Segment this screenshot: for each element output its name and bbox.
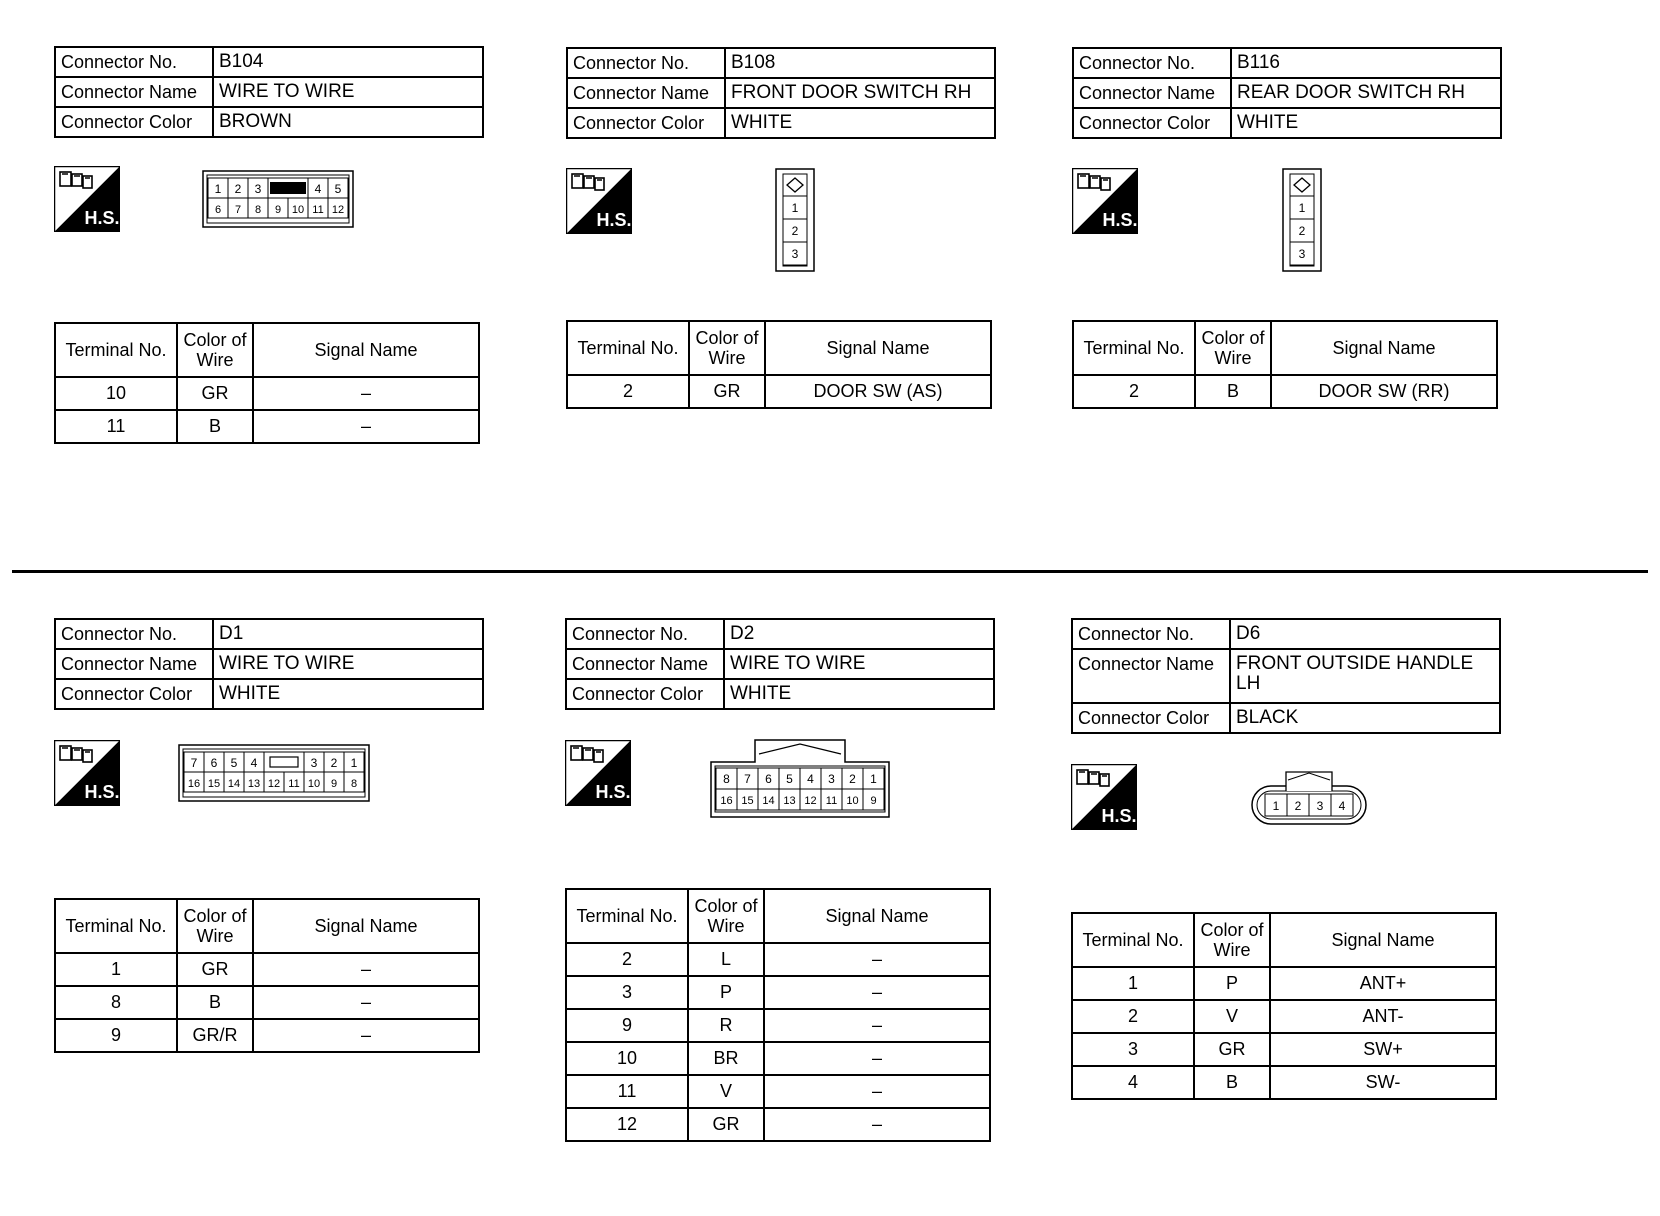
wire-color: L [688, 943, 764, 976]
table-row [566, 1009, 990, 1042]
harness-side-badge [54, 740, 120, 806]
header-signal-name: Signal Name [253, 899, 479, 953]
pin-label: 4 [314, 182, 322, 196]
svg-text:H.S.: H.S. [84, 208, 120, 228]
signal-name: ANT- [1270, 1000, 1496, 1033]
connector-no: B108 [725, 48, 995, 78]
terminal-table [54, 898, 480, 1053]
pin-label: 3 [310, 756, 318, 770]
terminal-table [54, 322, 480, 444]
connector-no: D6 [1230, 619, 1500, 649]
header-color-of-wire: Color of Wire [1194, 913, 1270, 967]
connector-name: WIRE TO WIRE [213, 77, 483, 107]
harness-side-badge [1072, 168, 1138, 234]
table-row [55, 953, 479, 986]
pin-label: 15 [741, 795, 754, 807]
connector-info-table [565, 618, 995, 710]
connector-info-table [54, 46, 484, 138]
signal-name: ANT+ [1270, 967, 1496, 1000]
header-terminal-no: Terminal No. [567, 321, 689, 375]
info-label: Connector No. [55, 47, 213, 77]
pin-label: 10 [846, 795, 859, 807]
header-signal-name: Signal Name [253, 323, 479, 377]
connector-info-table [54, 618, 484, 710]
svg-text:H.S.: H.S. [1102, 210, 1138, 230]
pin-label: 6 [765, 772, 772, 786]
info-row [567, 48, 995, 78]
pin-label: 11 [312, 204, 324, 216]
info-label: Connector Name [1073, 78, 1231, 108]
terminal-no: 2 [1072, 1000, 1194, 1033]
pin-label: 7 [744, 772, 751, 786]
connector-info-table [1071, 618, 1501, 734]
wire-color: GR [177, 953, 253, 986]
pin-label: 13 [247, 778, 261, 790]
terminal-table-header [1073, 321, 1497, 375]
info-label: Connector Color [1072, 703, 1230, 733]
svg-text:H.S.: H.S. [595, 782, 631, 802]
info-label: Connector No. [567, 48, 725, 78]
info-label: Connector Name [55, 649, 213, 679]
pin-label: 2 [1294, 799, 1302, 813]
harness-side-badge [1071, 764, 1137, 830]
harness-side-badge [566, 168, 632, 234]
table-row [566, 1075, 990, 1108]
header-terminal-no: Terminal No. [1072, 913, 1194, 967]
terminal-table [1072, 320, 1498, 409]
info-label: Connector Color [55, 107, 213, 137]
info-row [1073, 48, 1501, 78]
info-row [55, 107, 483, 137]
wire-color: GR/R [177, 1019, 253, 1052]
connector-pin-diagram [1282, 168, 1322, 272]
terminal-no: 11 [55, 410, 177, 443]
info-row [55, 649, 483, 679]
header-signal-name: Signal Name [765, 321, 991, 375]
terminal-no: 3 [1072, 1033, 1194, 1066]
pin-label: 4 [807, 772, 814, 786]
pin-label: 12 [267, 778, 281, 790]
header-color-of-wire: Color of Wire [177, 323, 253, 377]
wire-color: GR [688, 1108, 764, 1141]
connector-color: BLACK [1230, 703, 1500, 733]
pin-label: 5 [230, 756, 238, 770]
pin-label: 11 [825, 795, 838, 807]
info-label: Connector Color [1073, 108, 1231, 138]
connector-face [775, 168, 815, 277]
pin-label: 2 [1298, 224, 1306, 238]
connector-pin-diagram [775, 168, 815, 272]
terminal-no: 8 [55, 986, 177, 1019]
connector-pin-diagram [202, 170, 354, 228]
info-row [1072, 619, 1500, 649]
pin-label: 2 [234, 182, 242, 196]
connector-face [1282, 168, 1322, 277]
table-row [1072, 1033, 1496, 1066]
pin-label: 10 [307, 778, 321, 790]
pin-label: 3 [1316, 799, 1324, 813]
info-label: Connector No. [566, 619, 724, 649]
wire-color: P [1194, 967, 1270, 1000]
terminal-table-header [567, 321, 991, 375]
wire-color: V [1194, 1000, 1270, 1033]
header-color-of-wire: Color of Wire [177, 899, 253, 953]
pin-label: 15 [207, 778, 221, 790]
info-row [1073, 108, 1501, 138]
info-row [55, 47, 483, 77]
info-label: Connector No. [1073, 48, 1231, 78]
pin-label: 3 [828, 772, 835, 786]
table-row [1072, 1000, 1496, 1033]
info-row [1073, 78, 1501, 108]
wire-color: GR [1194, 1033, 1270, 1066]
connector-pin-diagram [178, 744, 370, 802]
info-label: Connector Name [567, 78, 725, 108]
harness-side-badge [565, 740, 631, 806]
info-row [1072, 649, 1500, 703]
table-row [1072, 967, 1496, 1000]
terminal-no: 4 [1072, 1066, 1194, 1099]
signal-name: – [253, 953, 479, 986]
signal-name: – [253, 377, 479, 410]
svg-text:H.S.: H.S. [1101, 806, 1137, 826]
pin-label: 9 [274, 204, 282, 216]
header-signal-name: Signal Name [1271, 321, 1497, 375]
pin-label: 1 [791, 201, 799, 215]
pin-label: 8 [350, 778, 358, 790]
signal-name: – [764, 1075, 990, 1108]
terminal-no: 1 [1072, 967, 1194, 1000]
pin-label: 6 [210, 756, 218, 770]
signal-name: – [253, 1019, 479, 1052]
hs-badge [566, 168, 632, 234]
table-row [1072, 1066, 1496, 1099]
info-label: Connector Color [55, 679, 213, 709]
connector-no: D1 [213, 619, 483, 649]
svg-text:H.S.: H.S. [596, 210, 632, 230]
connector-info-table [566, 47, 996, 139]
table-row [55, 410, 479, 443]
pin-label: 8 [723, 772, 730, 786]
connector-name: FRONT OUTSIDE HANDLE LH [1230, 649, 1500, 703]
info-row [567, 108, 995, 138]
connector-no: B104 [213, 47, 483, 77]
pin-label: 3 [791, 247, 799, 261]
terminal-no: 2 [566, 943, 688, 976]
info-row [567, 78, 995, 108]
connector-color: WHITE [1231, 108, 1501, 138]
table-row [567, 375, 991, 408]
connector-face [1250, 768, 1368, 833]
info-label: Connector No. [55, 619, 213, 649]
connector-color: WHITE [724, 679, 994, 709]
terminal-table-header [1072, 913, 1496, 967]
connector-face [202, 170, 354, 233]
wire-color: GR [177, 377, 253, 410]
info-row [1072, 703, 1500, 733]
signal-name: SW- [1270, 1066, 1496, 1099]
info-label: Connector Color [567, 108, 725, 138]
terminal-table-header [55, 323, 479, 377]
header-terminal-no: Terminal No. [55, 323, 177, 377]
connector-pin-diagram [710, 738, 890, 818]
section-divider [12, 570, 1648, 573]
pin-label: 2 [330, 756, 338, 770]
wire-color: B [1194, 1066, 1270, 1099]
hs-badge [565, 740, 631, 806]
terminal-no: 9 [55, 1019, 177, 1052]
connector-name: FRONT DOOR SWITCH RH [725, 78, 995, 108]
hs-badge [54, 740, 120, 806]
pin-label: 9 [870, 795, 877, 807]
pin-label: 9 [330, 778, 338, 790]
header-terminal-no: Terminal No. [1073, 321, 1195, 375]
wire-color: R [688, 1009, 764, 1042]
signal-name: – [764, 1042, 990, 1075]
table-row [566, 943, 990, 976]
terminal-table-header [55, 899, 479, 953]
signal-name: – [253, 410, 479, 443]
terminal-no: 12 [566, 1108, 688, 1141]
pin-label: 12 [804, 795, 817, 807]
pin-label: 5 [786, 772, 793, 786]
signal-name: SW+ [1270, 1033, 1496, 1066]
signal-name: – [764, 1108, 990, 1141]
pin-label: 14 [227, 778, 241, 790]
connector-no: D2 [724, 619, 994, 649]
terminal-no: 11 [566, 1075, 688, 1108]
pin-label: 3 [254, 182, 262, 196]
harness-side-badge [54, 166, 120, 232]
connector-color: WHITE [725, 108, 995, 138]
connector-name: WIRE TO WIRE [724, 649, 994, 679]
connector-color: BROWN [213, 107, 483, 137]
header-signal-name: Signal Name [1270, 913, 1496, 967]
pin-label: 6 [214, 204, 222, 216]
signal-name: – [764, 1009, 990, 1042]
pin-label: 1 [870, 772, 877, 786]
info-label: Connector Name [55, 77, 213, 107]
connector-info-table [1072, 47, 1502, 139]
wire-color: B [1195, 375, 1271, 408]
table-row [55, 1019, 479, 1052]
hs-badge [1072, 168, 1138, 234]
terminal-table [1071, 912, 1497, 1100]
header-color-of-wire: Color of Wire [689, 321, 765, 375]
signal-name: – [764, 976, 990, 1009]
info-label: Connector No. [1072, 619, 1230, 649]
wire-color: B [177, 410, 253, 443]
pin-label: 14 [762, 795, 775, 807]
pin-label: 7 [190, 756, 198, 770]
table-row [55, 377, 479, 410]
info-label: Connector Color [566, 679, 724, 709]
pin-label: 16 [720, 795, 733, 807]
pin-label: 7 [234, 204, 242, 216]
connector-name: REAR DOOR SWITCH RH [1231, 78, 1501, 108]
table-row [566, 976, 990, 1009]
header-color-of-wire: Color of Wire [688, 889, 764, 943]
connector-pin-diagram [1250, 768, 1368, 828]
pin-label: 1 [1298, 201, 1306, 215]
info-row [55, 679, 483, 709]
info-row [566, 619, 994, 649]
pin-label: 1 [350, 756, 358, 770]
info-row [566, 649, 994, 679]
pin-label: 11 [288, 778, 300, 790]
pin-label: 16 [187, 778, 201, 790]
terminal-no: 2 [1073, 375, 1195, 408]
pin-label: 10 [291, 204, 305, 216]
info-label: Connector Name [1072, 649, 1230, 703]
connector-face [178, 744, 370, 807]
connector-face [710, 738, 890, 823]
signal-name: – [764, 943, 990, 976]
wire-color: V [688, 1075, 764, 1108]
connector-color: WHITE [213, 679, 483, 709]
terminal-table [566, 320, 992, 409]
header-color-of-wire: Color of Wire [1195, 321, 1271, 375]
table-row [566, 1108, 990, 1141]
header-terminal-no: Terminal No. [566, 889, 688, 943]
pin-label: 1 [214, 182, 222, 196]
info-row [55, 77, 483, 107]
pin-label: 4 [250, 756, 258, 770]
terminal-no: 1 [55, 953, 177, 986]
terminal-no: 3 [566, 976, 688, 1009]
header-signal-name: Signal Name [764, 889, 990, 943]
connector-name: WIRE TO WIRE [213, 649, 483, 679]
wire-color: B [177, 986, 253, 1019]
wire-color: BR [688, 1042, 764, 1075]
terminal-no: 10 [566, 1042, 688, 1075]
terminal-table [565, 888, 991, 1142]
pin-label: 12 [331, 204, 345, 216]
terminal-no: 2 [567, 375, 689, 408]
table-row [566, 1042, 990, 1075]
hs-badge [54, 166, 120, 232]
signal-name: – [253, 986, 479, 1019]
hs-badge [1071, 764, 1137, 830]
pin-label: 2 [791, 224, 799, 238]
signal-name: DOOR SW (RR) [1271, 375, 1497, 408]
table-row [55, 986, 479, 1019]
pin-label: 13 [783, 795, 796, 807]
signal-name: DOOR SW (AS) [765, 375, 991, 408]
wire-color: GR [689, 375, 765, 408]
connector-no: B116 [1231, 48, 1501, 78]
pin-label: 2 [849, 772, 856, 786]
pin-label: 8 [254, 204, 262, 216]
pin-label: 3 [1298, 247, 1306, 261]
svg-text:H.S.: H.S. [84, 782, 120, 802]
wire-color: P [688, 976, 764, 1009]
pin-label: 5 [334, 182, 342, 196]
terminal-no: 9 [566, 1009, 688, 1042]
terminal-table-header [566, 889, 990, 943]
header-terminal-no: Terminal No. [55, 899, 177, 953]
info-row [566, 679, 994, 709]
pin-label: 1 [1272, 799, 1280, 813]
info-label: Connector Name [566, 649, 724, 679]
terminal-no: 10 [55, 377, 177, 410]
pin-label: 4 [1338, 799, 1346, 813]
table-row [1073, 375, 1497, 408]
info-row [55, 619, 483, 649]
